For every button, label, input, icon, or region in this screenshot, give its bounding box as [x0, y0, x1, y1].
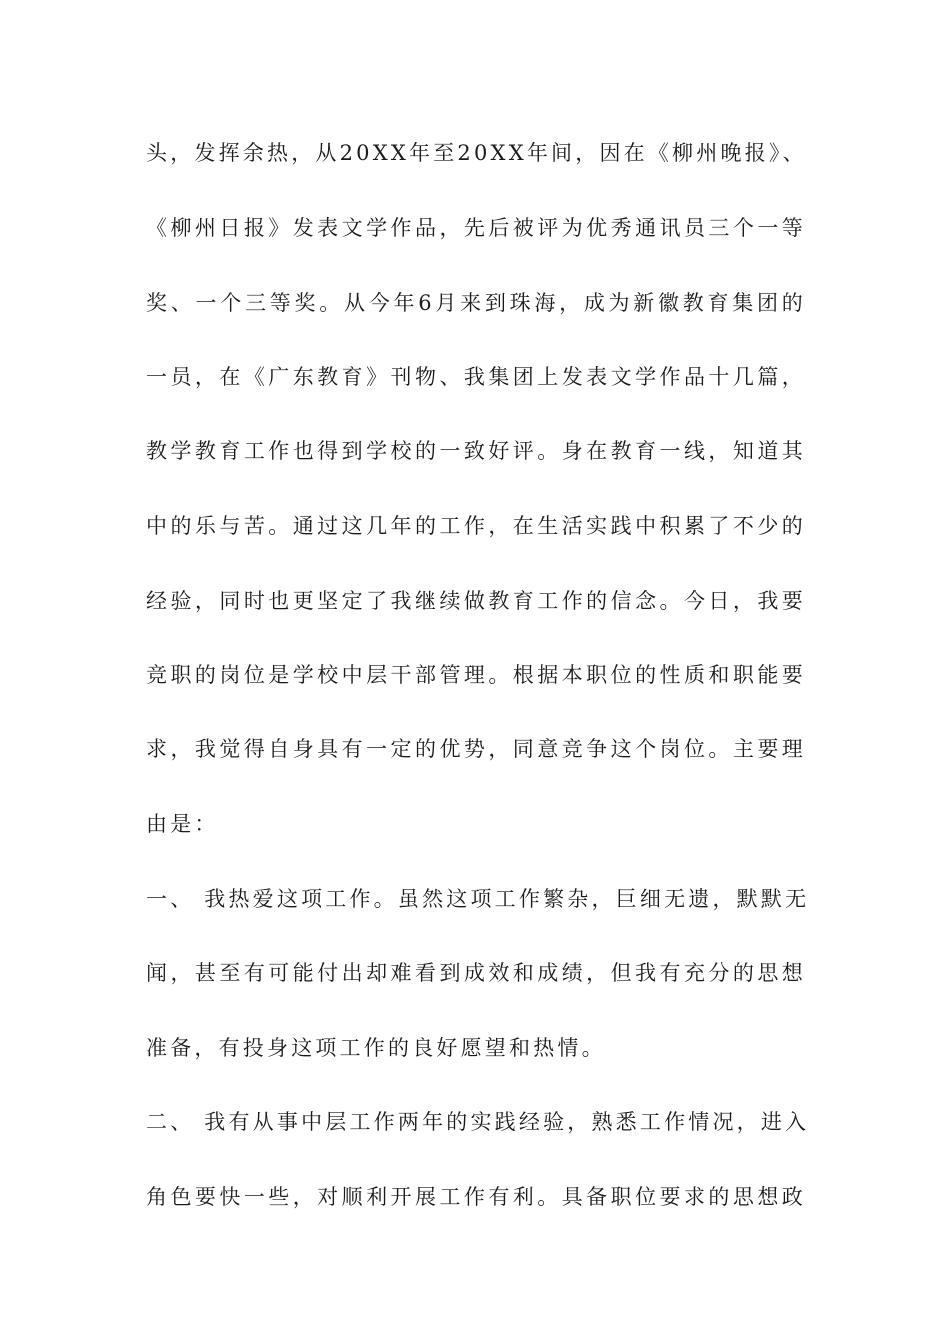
text-line: 竞职的岗位是学校中层干部管理。根据本职位的性质和职能要: [146, 663, 806, 687]
text-line: 由是：: [146, 812, 219, 836]
text-line: 准备，有投身这项工作的良好愿望和热情。: [146, 1036, 606, 1060]
text-line: 一员，在《广东教育》刊物、我集团上发表文学作品十几篇，: [146, 365, 806, 389]
text-line: 一、 我热爱这项工作。虽然这项工作繁杂，巨细无遗，默默无: [146, 887, 810, 911]
text-line: 二、 我有从事中层工作两年的实践经验，熟悉工作情况，进入: [146, 1110, 810, 1134]
text-line: 中的乐与苦。通过这几年的工作，在生活实践中积累了不少的: [146, 514, 806, 538]
text-line: 奖、一个三等奖。从今年6月来到珠海，成为新徽教育集团的: [146, 291, 806, 315]
text-line: 闻，甚至有可能付出却难看到成效和成绩，但我有充分的思想: [146, 961, 806, 985]
text-line: 角色要快一些，对顺利开展工作有利。具备职位要求的思想政: [146, 1185, 806, 1209]
text-line: 教学教育工作也得到学校的一致好评。身在教育一线，知道其: [146, 439, 806, 463]
text-line: 求，我觉得自身具有一定的优势，同意竞争这个岗位。主要理: [146, 737, 806, 761]
text-line: 头，发挥余热，从20XX年至20XX年间，因在《柳州晚报》、: [146, 141, 807, 165]
text-line: 《柳州日报》发表文学作品，先后被评为优秀通讯员三个一等: [146, 216, 806, 240]
text-line: 经验，同时也更坚定了我继续做教育工作的信念。今日，我要: [146, 589, 806, 613]
